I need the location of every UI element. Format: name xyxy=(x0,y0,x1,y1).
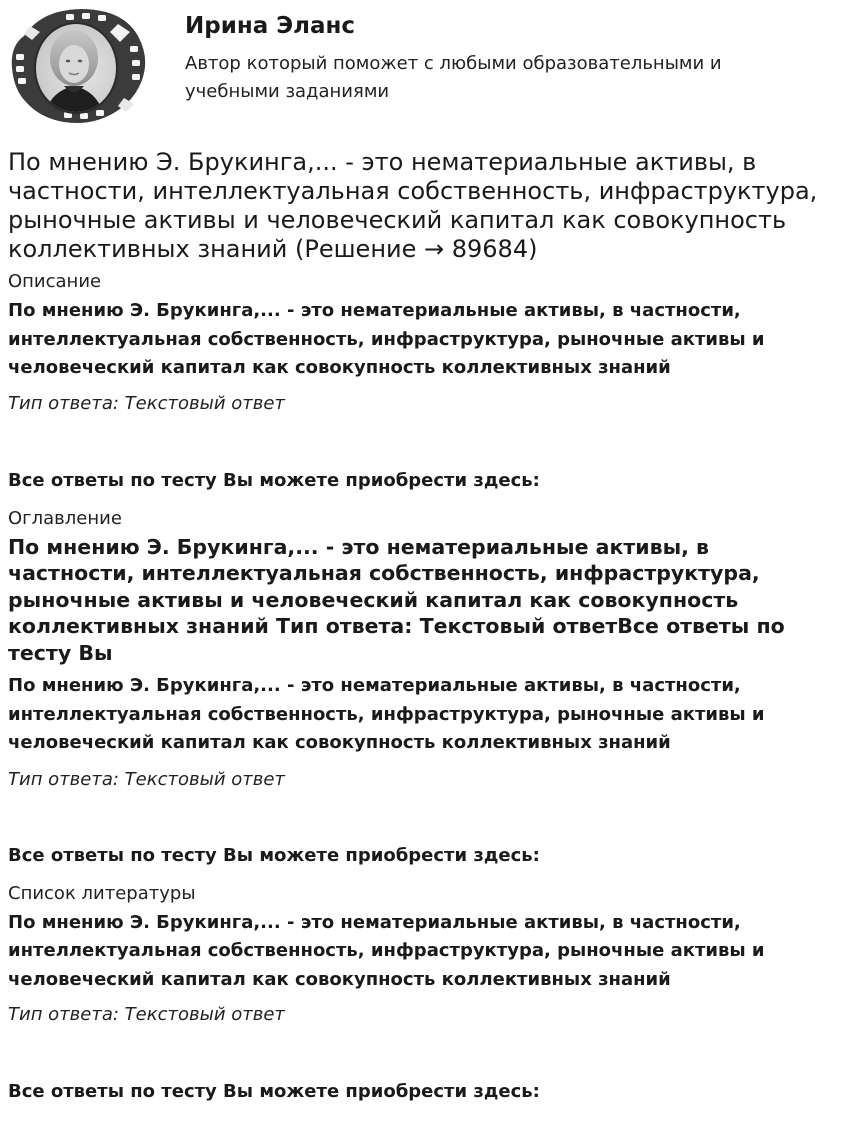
literature-text: По мнению Э. Брукинга,... - это нематериальные активы, в частности, интеллектуальная собственность, инфраструктура, рыночные активы и человеческий капитал как совокупность коллективных знаний xyxy=(8,911,765,990)
author-name[interactable]: Ирина Эланс xyxy=(185,13,356,39)
document-content xyxy=(8,148,838,1104)
author-description: Автор который поможет с любыми образовательными и учебными заданиями xyxy=(185,53,722,102)
toc-answer-type: Тип ответа: Текстовый ответ xyxy=(8,768,285,790)
description-label: Описание xyxy=(8,271,102,292)
toc-buy-text: Все ответы по тесту Вы можете приобрести здесь: xyxy=(8,844,540,866)
literature-section xyxy=(8,882,838,1105)
literature-label: Список литературы xyxy=(8,882,196,904)
toc-text: По мнению Э. Брукинга,... - это нематериальные активы, в частности, интеллектуальная собственность, инфраструктура, рыночные активы и человеческий капитал как совокупность коллективных знаний xyxy=(8,675,765,753)
literature-answer-type: Тип ответа: Текстовый ответ xyxy=(8,1004,285,1025)
literature-buy-text: Все ответы по тесту Вы можете приобрести здесь: xyxy=(8,1081,540,1102)
author-card xyxy=(0,0,847,130)
toc-label: Оглавление xyxy=(8,507,122,529)
toc-section xyxy=(8,507,838,868)
toc-heading: По мнению Э. Брукинга,... - это нематериальные активы, в частности, интеллектуальная собственность, инфраструктура, рыночные активы и человеческий капитал как совокупность коллективных знаний Тип ответа: Текстовый ответВсе ответы по тесту Вы xyxy=(8,534,785,665)
description-answer-type: Тип ответа: Текстовый ответ xyxy=(8,392,285,414)
description-section xyxy=(8,270,838,493)
page-title: По мнению Э. Брукинга,... - это нематериальные активы, в частности, интеллектуальная собственность, инфраструктура, рыночные активы и человеческий капитал как совокупность коллективных знаний (Решение → 89684) xyxy=(8,148,818,263)
description-buy-text: Все ответы по тесту Вы можете приобрести здесь: xyxy=(8,469,540,491)
film-strip-avatar-icon xyxy=(6,6,152,128)
description-text: По мнению Э. Брукинга,... - это нематериальные активы, в частности, интеллектуальная собственность, инфраструктура, рыночные активы и человеческий капитал как совокупность коллективных знаний xyxy=(8,300,765,378)
author-avatar[interactable] xyxy=(6,6,152,128)
